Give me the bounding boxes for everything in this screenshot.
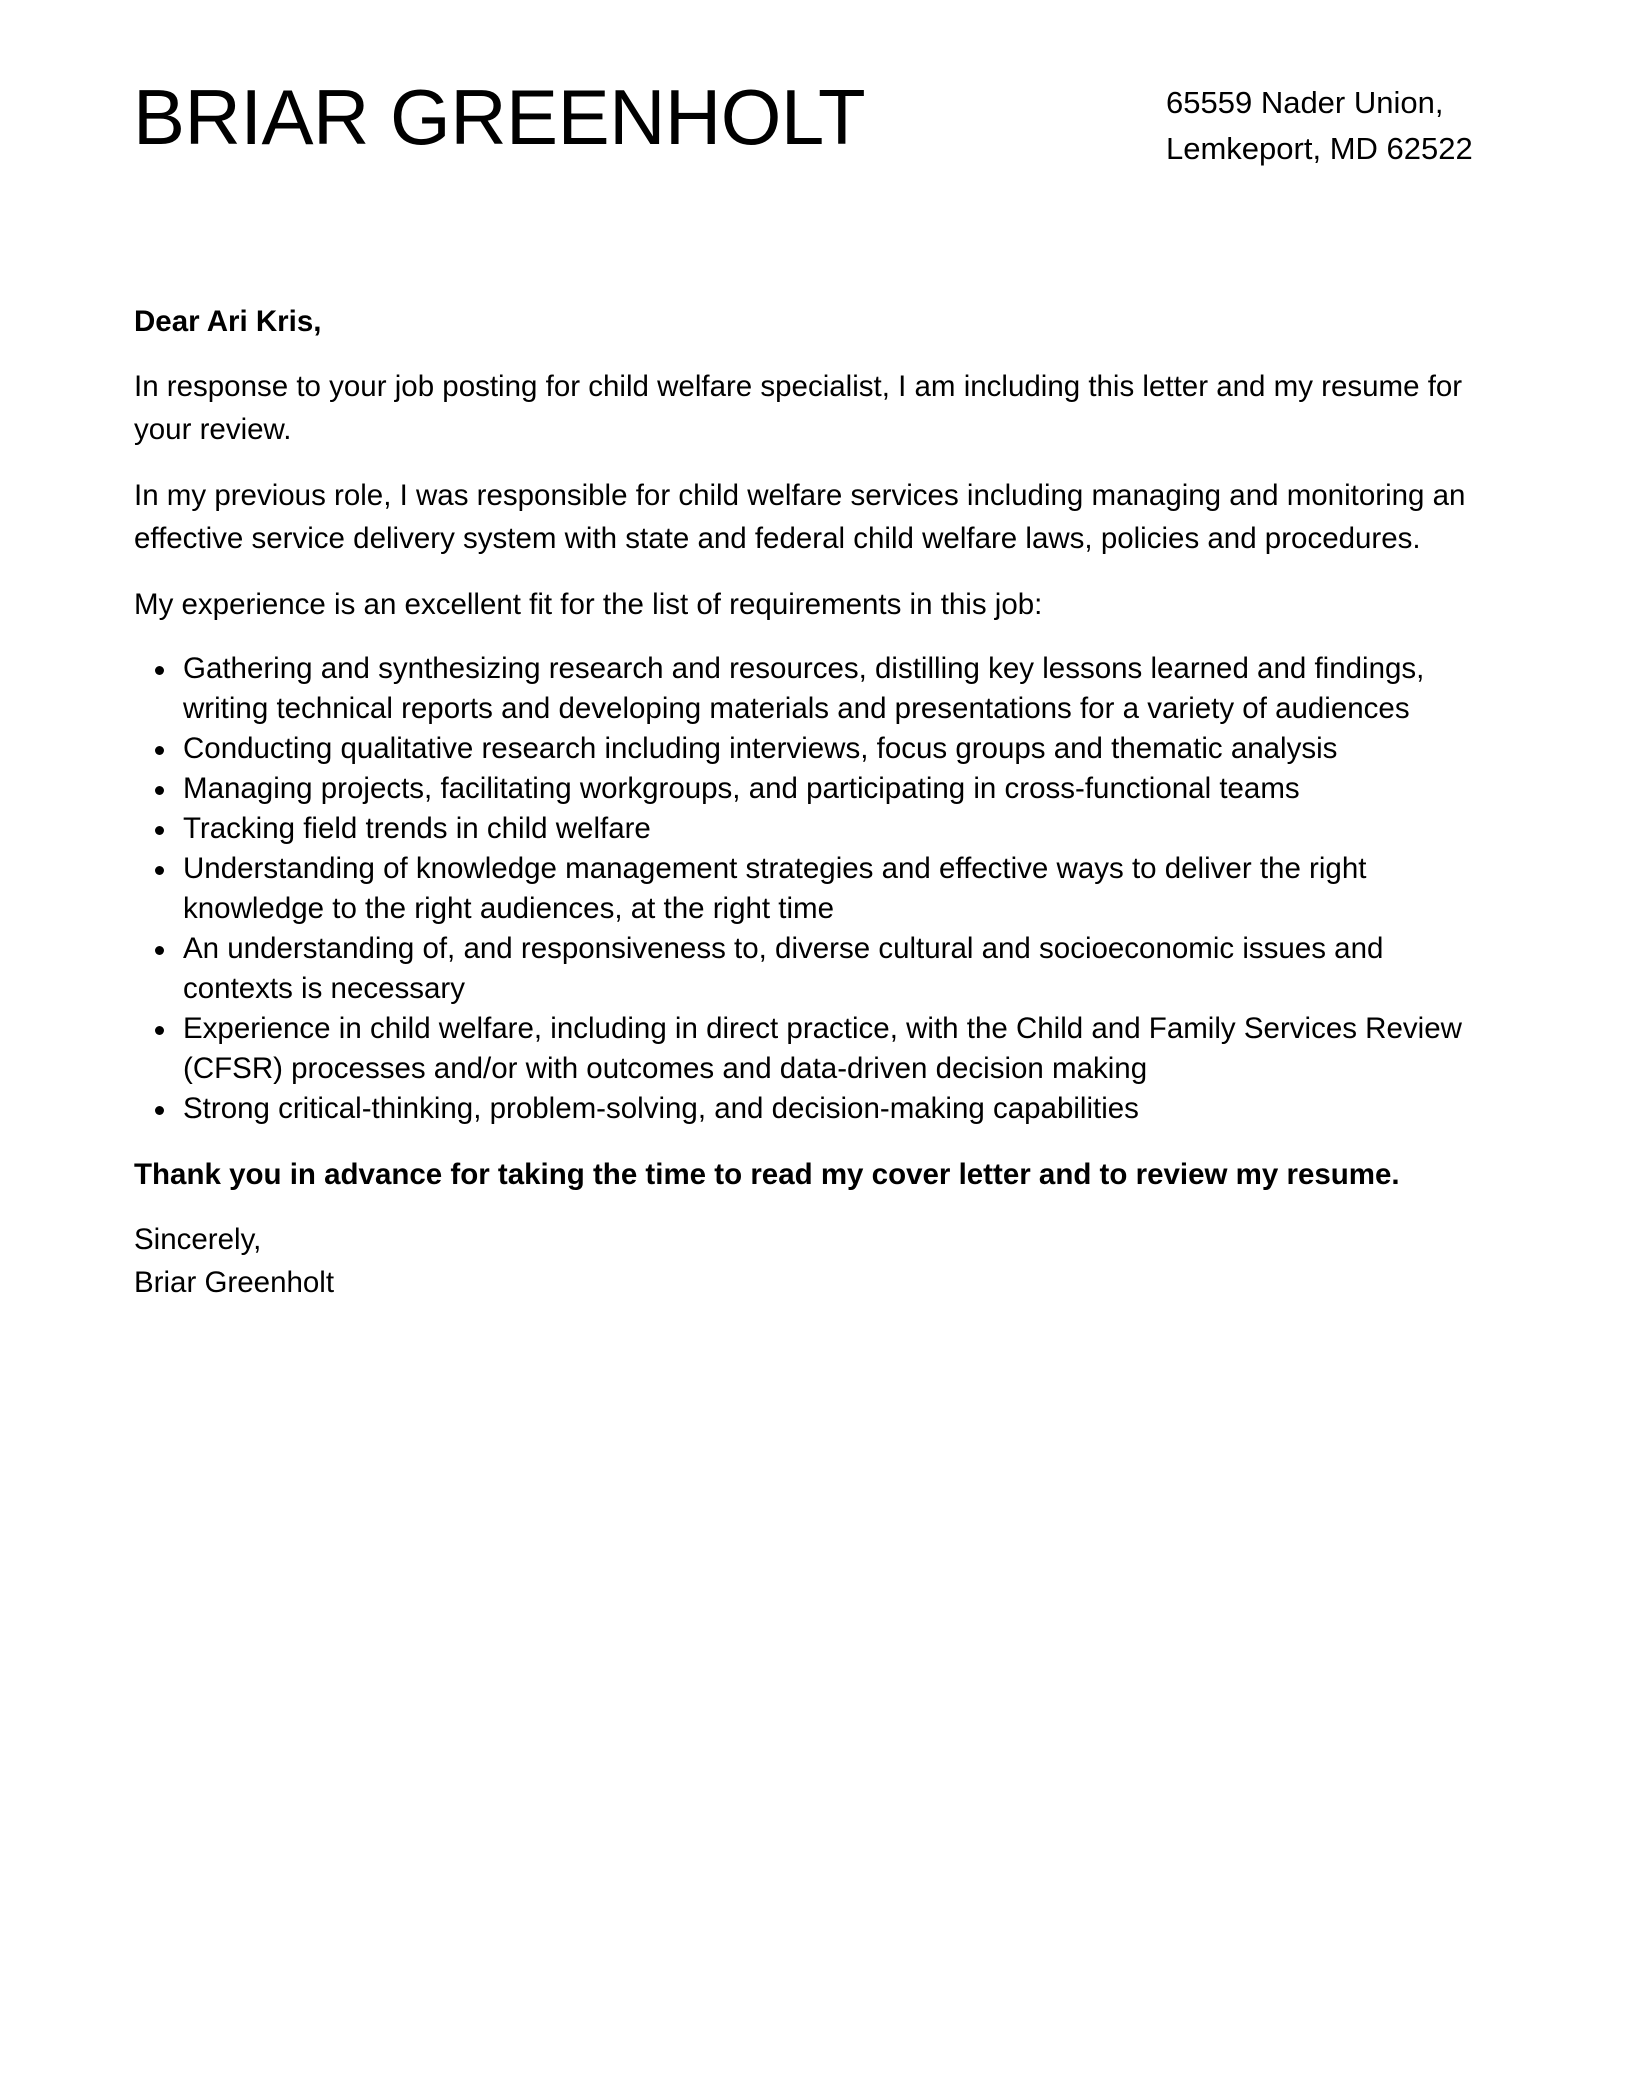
bullet-icon [155, 946, 164, 955]
signoff: Sincerely, [134, 1223, 262, 1256]
bullet-icon [155, 1026, 164, 1035]
list-item [134, 849, 1500, 929]
list-item-text: Strong critical-thinking, problem-solving, and decision-making capabilities [183, 1092, 1139, 1125]
list-item [134, 809, 1500, 849]
experience-paragraph: In my previous role, I was responsible for child welfare services including managing and monitoring an effective service delivery system with state and federal child welfare laws, policies and procedures. [134, 479, 1466, 555]
list-item [134, 1089, 1500, 1129]
list-item-text: Experience in child welfare, including in direct practice, with the Child and Family Services Review (CFSR) processes and/or with outcomes and data-driven decision making [183, 1012, 1462, 1085]
requirements-intro: My experience is an excellent fit for the list of requirements in this job: [134, 588, 1043, 621]
signature: Briar Greenholt [134, 1266, 335, 1299]
bullet-icon [155, 666, 164, 675]
closing-statement: Thank you in advance for taking the time to read my cover letter and to review my resume. [134, 1158, 1400, 1191]
bullet-icon [155, 866, 164, 875]
list-item-text: Conducting qualitative research including interviews, focus groups and thematic analysis [183, 732, 1338, 765]
applicant-address [1166, 80, 1473, 172]
requirements-list [134, 649, 1500, 1129]
applicant-name: BRIAR GREENHOLT [133, 73, 866, 161]
list-item-text: Tracking field trends in child welfare [183, 812, 651, 845]
bullet-icon [155, 826, 164, 835]
bullet-icon [155, 786, 164, 795]
bullet-icon [155, 746, 164, 755]
list-item [134, 1009, 1500, 1089]
list-item-text: Managing projects, facilitating workgroups, and participating in cross-functional teams [183, 772, 1300, 805]
list-item [134, 769, 1500, 809]
salutation: Dear Ari Kris, [134, 305, 322, 338]
address-line-2: Lemkeport, MD 62522 [1166, 131, 1473, 166]
list-item-text: An understanding of, and responsiveness to, diverse cultural and socioeconomic issues and contexts is necessary [183, 932, 1384, 1005]
list-item-text: Understanding of knowledge management strategies and effective ways to deliver the right knowledge to the right audiences, at the right time [183, 852, 1367, 925]
list-item [134, 649, 1500, 729]
list-item [134, 929, 1500, 1009]
letter-body [134, 300, 1500, 1304]
intro-paragraph: In response to your job posting for child welfare specialist, I am including this letter and my resume for your review. [134, 370, 1463, 446]
list-item [134, 729, 1500, 769]
address-line-1: 65559 Nader Union, [1166, 85, 1444, 120]
bullet-icon [155, 1106, 164, 1115]
list-item-text: Gathering and synthesizing research and resources, distilling key lessons learned and findings, writing technical reports and developing materials and presentations for a variety of audiences [183, 652, 1425, 725]
